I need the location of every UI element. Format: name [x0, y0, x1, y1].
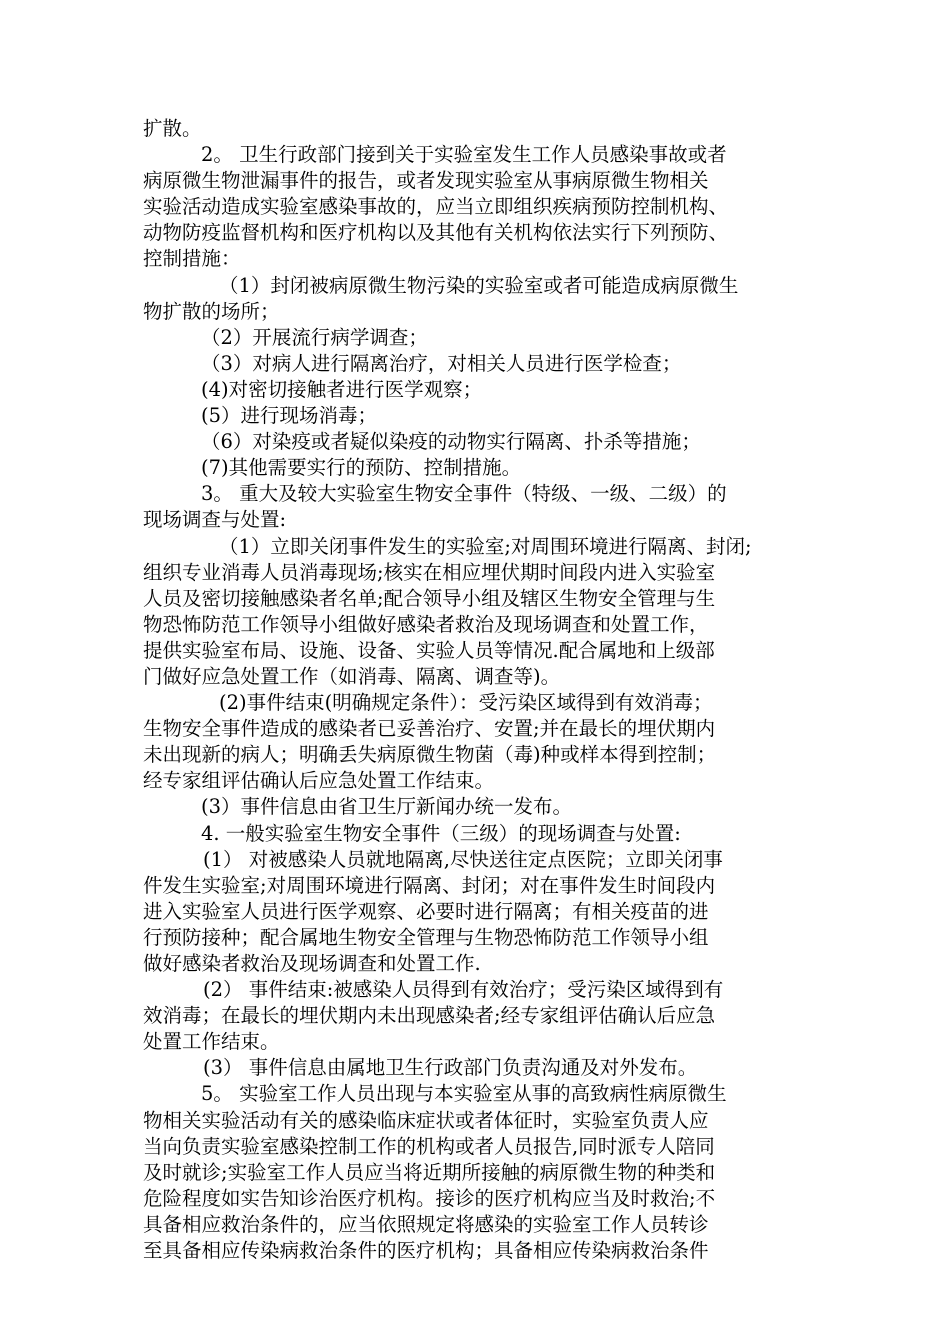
text-line: 处置工作结束。 — [143, 1030, 280, 1054]
text-line: 物相关实验活动有关的感染临床症状或者体征时，实验室负责人应 — [143, 1108, 709, 1132]
text-line: 实验活动造成实验室感染事故的，应当立即组织疾病预防控制机构、 — [143, 195, 729, 219]
text-line: 做好感染者救治及现场调查和处置工作. — [143, 952, 481, 975]
text-line: 控制措施： — [143, 247, 241, 271]
text-line: 危险程度如实告知诊治医疗机构。接诊的医疗机构应当及时救治;不 — [143, 1186, 716, 1210]
text-line: 件发生实验室;对周围环境进行隔离、封闭；对在事件发生时间段内 — [143, 873, 716, 897]
text-line: 现场调查与处置: — [143, 508, 287, 532]
text-line: 3。 重大及较大实验室生物安全事件（特级、一级、二级）的 — [201, 482, 727, 506]
text-line: 人员及密切接触感染者名单;配合领导小组及辖区生物安全管理与生 — [143, 586, 716, 610]
text-line: （1）封闭被病原微生物污染的实验室或者可能造成病原微生 — [219, 273, 739, 297]
text-line: （3）对病人进行隔离治疗，对相关人员进行医学检查； — [201, 351, 682, 375]
text-line: 进入实验室人员进行医学观察、必要时进行隔离；有相关疫苗的进 — [143, 899, 709, 923]
text-line: (5）进行现场消毒； — [201, 404, 378, 428]
text-line: （1）立即关闭事件发生的实验室;对周围环境进行隔离、封闭; — [219, 534, 752, 558]
text-line: 组织专业消毒人员消毒现场;核实在相应埋伏期时间段内进入实验室 — [143, 560, 716, 584]
text-line: (4)对密切接触者进行医学观察； — [201, 377, 483, 401]
text-line: (2)事件结束(明确规定条件）：受污染区域得到有效消毒； — [219, 691, 713, 715]
text-line: 及时就诊;实验室工作人员应当将近期所接触的病原微生物的种类和 — [143, 1160, 716, 1184]
text-line: (7)其他需要实行的预防、控制措施。 — [201, 456, 522, 480]
text-line: (2） 事件结束:被感染人员得到有效治疗；受污染区域得到有 — [203, 978, 724, 1002]
text-line: 物恐怖防范工作领导小组做好感染者救治及现场调查和处置工作， — [143, 612, 709, 636]
text-line: 4. 一般实验室生物安全事件（三级）的现场调查与处置: — [201, 821, 681, 845]
text-line: （2）开展流行病学调查； — [201, 325, 428, 349]
text-line: (3）事件信息由省卫生厅新闻办统一发布。 — [201, 795, 573, 819]
text-line: 2。 卫生行政部门接到关于实验室发生工作人员感染事故或者 — [201, 143, 727, 167]
text-line: 物扩散的场所； — [143, 299, 280, 323]
text-line: 门做好应急处置工作（如消毒、隔离、调查等)。 — [143, 664, 561, 688]
text-line: (3） 事件信息由属地卫生行政部门负责沟通及对外发布。 — [203, 1056, 698, 1080]
text-line: (1） 对被感染人员就地隔离,尽快送往定点医院；立即关闭事 — [203, 847, 723, 871]
text-line: 动物防疫监督机构和医疗机构以及其他有关机构依法实行下列预防、 — [143, 221, 729, 245]
text-line: 5。 实验室工作人员出现与本实验室从事的高致病性病原微生 — [201, 1082, 727, 1106]
text-line: 提供实验室布局、设施、设备、实验人员等情况.配合属地和上级部 — [143, 638, 715, 662]
text-line: 经专家组评估确认后应急处置工作结束。 — [143, 769, 495, 793]
text-line: （6）对染疫或者疑似染疫的动物实行隔离、扑杀等措施； — [201, 430, 701, 454]
text-line: 行预防接种；配合属地生物安全管理与生物恐怖防范工作领导小组 — [143, 925, 709, 949]
text-line: 病原微生物泄漏事件的报告，或者发现实验室从事病原微生物相关 — [143, 169, 709, 193]
body-text — [143, 116, 813, 1264]
text-line: 扩散。 — [143, 117, 202, 140]
text-line: 至具备相应传染病救治条件的医疗机构；具备相应传染病救治条件 — [143, 1239, 709, 1263]
text-line: 未出现新的病人；明确丢失病原微生物菌（毒)种或样本得到控制； — [143, 743, 717, 767]
text-line: 当向负责实验室感染控制工作的机构或者人员报告,同时派专人陪同 — [143, 1134, 715, 1158]
text-line: 具备相应救治条件的，应当依照规定将感染的实验室工作人员转诊 — [143, 1212, 709, 1236]
text-line: 效消毒；在最长的埋伏期内未出现感染者;经专家组评估确认后应急 — [143, 1004, 716, 1028]
text-line: 生物安全事件造成的感染者已妥善治疗、安置;并在最长的埋伏期内 — [143, 717, 716, 741]
